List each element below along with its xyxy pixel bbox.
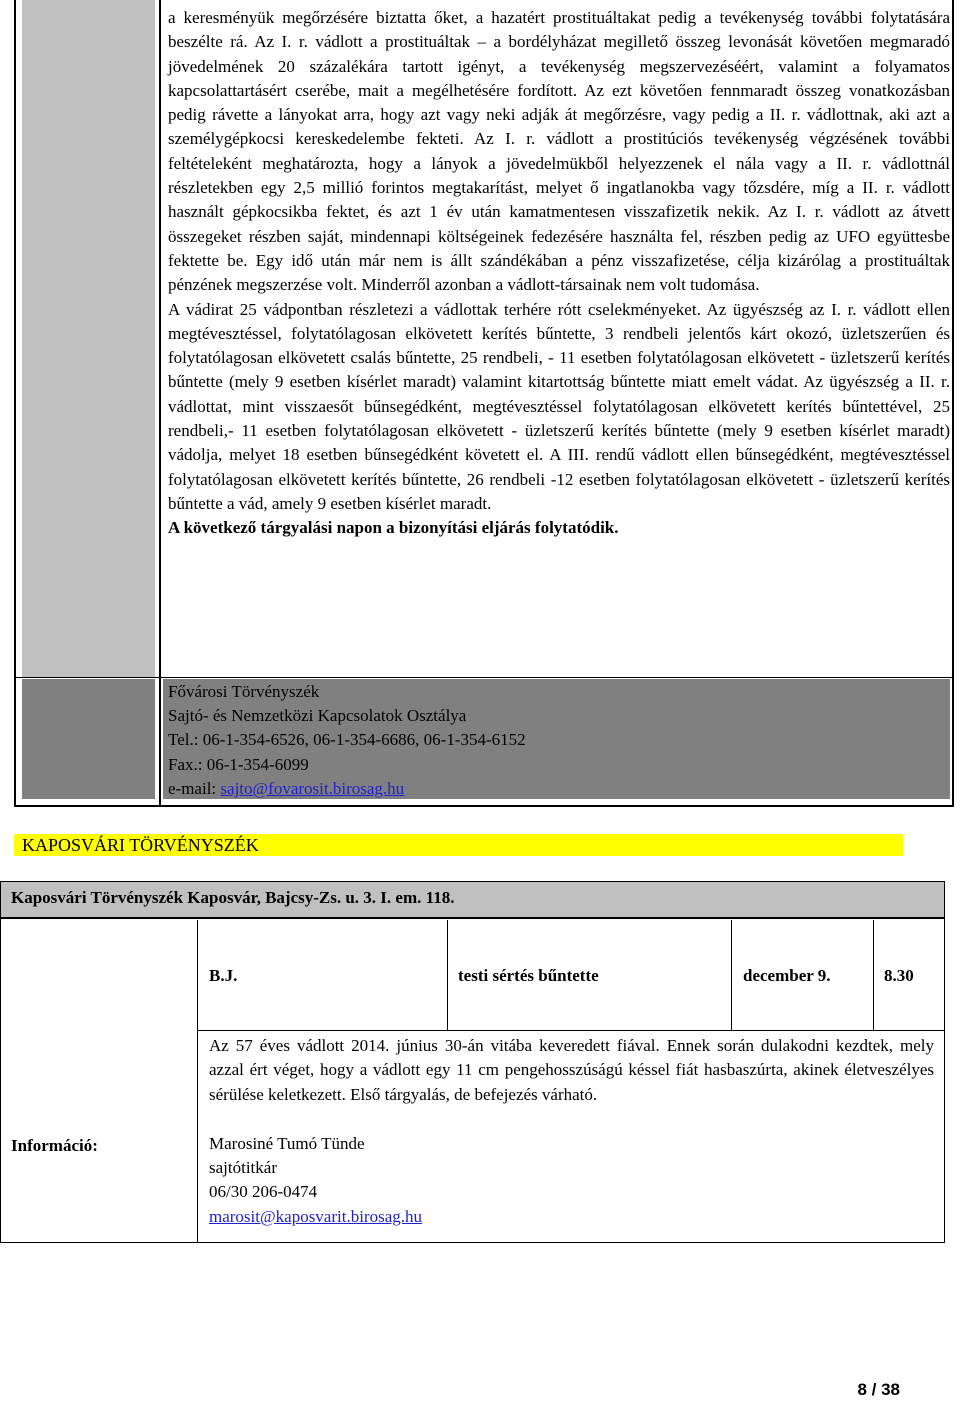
case-time: 8.30 [884, 966, 914, 985]
case-cell-date-sep [731, 920, 732, 1030]
contact-block-2 [209, 1132, 934, 1229]
contact-tel: Tel.: 06-1-354-6526, 06-1-354-6686, 06-1-354-6152 [168, 730, 526, 750]
article-body [168, 6, 950, 541]
contact2-email-link[interactable]: marosit@kaposvarit.birosag.hu [209, 1206, 423, 1226]
contact2-email-line [209, 1205, 934, 1229]
info-label: Információ: [11, 1136, 98, 1155]
page-number: 8 / 38 [857, 1380, 900, 1399]
case-row-divider [197, 1030, 945, 1031]
row-divider [14, 677, 954, 678]
left-cell-light [22, 0, 155, 677]
column-divider [159, 0, 161, 807]
contact-email-label: e-mail: [168, 778, 221, 798]
contact2-role: sajtótitkár [209, 1158, 277, 1178]
article-paragraph-1: a keresményük megőrzésére biztatta őket, a hazatért prostituáltakat pedig a tevékenység további folytatására beszélte rá. Az I. r. vádlott a prostituáltak – a bordélyházat megillető összeg levonását követően megmaradó jövedelmének 20 százalékára tartott igényt, a tevékenység megszervezéséért, valamint a folyamatos kapcsolattartásért cserébe, mait a megélhetésére fordított. Az ezt követően fennmaradt összeg vonatkozásban pedig rávette a lányokat arra, hogy azt vagy neki adják át megőrzésre, vagy pedig a II. r. vádlottnak, aki azt a személygépkocsi kereskedelembe fekteti. Az I. r. vádlott a prostitúciós tevékenység végzésének további feltételeként meghatározta, hogy a lányok a jövedelmükből helyezzenek el nála vagy a II. r. vádlottnál részletekben egy 2,5 millió forintos megtakarítást, melyet ő ingatlanokba vagy tőzsdére, míg a II. r. vádlott használt gépkocsikba fektet, és azt 1 év után kamatmentesen visszafizetik nekik. Az I. r. vádlott az átvett összegeket részben saját, mindennapi költségeinek fedezésére használta fel, részben pedig az UFO együttesbe fektette be. Egy idő után már nem is állt szándékában a pénz visszafizetése, célja kizárólag a prostituáltak pénzének megszerzése volt. Minderről azonban a vádlott-társainak nem volt tudomása. [168, 8, 950, 295]
contact-email-line [168, 777, 948, 801]
case-description: Az 57 éves vádlott 2014. június 30-án vitába keveredett fiával. Ennek során dulakodni kezdtek, mely azzal ért véget, hogy a vádlott egy 11 cm pengehosszúságú késsel fiát hasbaszúrta, akinek életveszélyes sérülése keletkezett. Első tárgyalás, de befejezés várható. [209, 1036, 934, 1104]
case-cell-time-sep [873, 920, 874, 1030]
court-heading: KAPOSVÁRI TÖRVÉNYSZÉK [22, 835, 259, 855]
left-cell-dark [22, 679, 155, 799]
article-paragraph-2: A vádirat 25 vádpontban részletezi a vádlottak terhére rótt cselekményeket. Az ügyészség az I. r. vádlott ellen megtévesztéssel, folytatólagosan elkövetett kerítés bűntette, 3 rendbeli jelentős kárt okozó, üzletszerűen és folytatólagosan elkövetett csalás bűntette, 25 rendbeli, - 11 esetben folytatólagosan elkövetett - üzletszerű kerítés bűntette (mely 9 esetben kísérlet maradt) valamint kitartottság bűntette miatt emelt vádat. Az ügyészség a II. r. vádlottat, mint visszaesőt bűnsegédként, megtévesztéssel folytatólagosan elkövetett kerítés bűntettével, 25 rendbeli,- 11 esetben folytatólagosan elkövetett - üzletszerű kerítés bűntette (mely 9 esetben kísérlet maradt) vádolja, melyet 18 esetben bűnsegédként követett el. A III. rendű vádlott ellen bűnsegédként, megtévesztéssel folytatólagosan elkövetett kerítés bűntette, 26 rendbeli -12 esetben folytatólagosan elkövetett - üzletszerű kerítés bűntette a vád, amely 9 esetben kísérlet maradt. [168, 299, 950, 513]
court-address: Kaposvári Törvényszék Kaposvár, Bajcsy-Zs. u. 3. I. em. 118. [11, 888, 455, 907]
contact-fax: Fax.: 06-1-354-6099 [168, 754, 309, 774]
contact-dept: Sajtó- és Nemzetközi Kapcsolatok Osztálya [168, 706, 467, 726]
contact-org: Fővárosi Törvényszék [168, 682, 320, 701]
contact2-name: Marosiné Tumó Tünde [209, 1134, 365, 1153]
next-hearing-note: A következő tárgyalási napon a bizonyítási eljárás folytatódik. [168, 518, 619, 538]
case-defendant: B.J. [209, 966, 238, 985]
case-table-divider-main [197, 1030, 198, 1243]
contact-email-link[interactable]: sajto@fovarosit.birosag.hu [220, 778, 405, 798]
case-date: december 9. [743, 966, 831, 985]
case-cell-crime-sep [447, 920, 448, 1030]
contact-block-1 [168, 680, 948, 801]
case-crime: testi sértés bűntette [458, 966, 599, 985]
case-cell-name [197, 920, 198, 1030]
contact2-phone: 06/30 206-0474 [209, 1182, 318, 1202]
